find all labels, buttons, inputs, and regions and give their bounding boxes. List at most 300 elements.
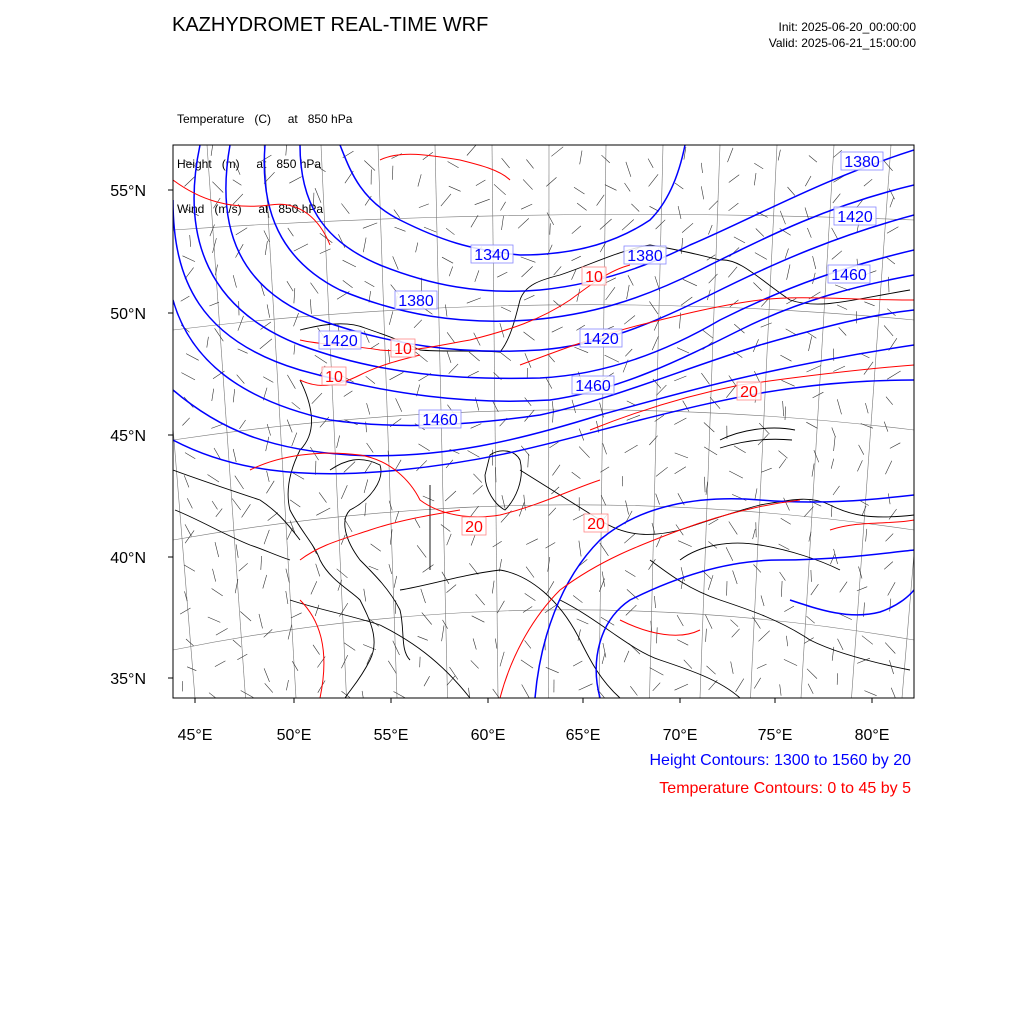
- wind-barb: [265, 683, 273, 692]
- wind-barb: [495, 639, 497, 649]
- wind-barb: [726, 547, 733, 561]
- wind-barb: [475, 397, 478, 410]
- wind-barb: [294, 313, 299, 326]
- wind-barb: [320, 233, 333, 243]
- wind-barb: [808, 684, 813, 694]
- wind-barb: [573, 596, 582, 603]
- wind-barb: [210, 225, 215, 237]
- height-contour-label: [395, 291, 437, 310]
- temperature-contour-label: [391, 339, 415, 358]
- wind-barb: [754, 678, 761, 689]
- wind-barb: [552, 465, 560, 476]
- wind-barb: [864, 362, 873, 375]
- wind-barb: [834, 437, 836, 451]
- wind-barb: [732, 629, 740, 638]
- wind-barb: [707, 666, 716, 674]
- wind-barb: [805, 208, 809, 220]
- wind-barb: [421, 589, 426, 603]
- contour-labels: [319, 152, 883, 536]
- wind-barb: [294, 344, 295, 354]
- lat-label: 45°N: [110, 428, 146, 445]
- wind-barb: [476, 180, 486, 186]
- wind-barb: [315, 605, 319, 616]
- wind-barb: [577, 203, 587, 210]
- meridian-line: [751, 145, 778, 698]
- wind-barb: [395, 460, 401, 471]
- wind-barb: [476, 594, 485, 605]
- wind-barb: [754, 565, 761, 573]
- wind-barb: [294, 244, 308, 251]
- wind-barb: [729, 471, 743, 478]
- wind-barb: [190, 235, 191, 247]
- wind-barb: [186, 639, 194, 646]
- svg-text:1380: 1380: [627, 248, 663, 265]
- wind-barb: [649, 301, 658, 314]
- wind-barb: [388, 661, 396, 674]
- wind-barb: [728, 148, 734, 162]
- lon-label: 65°E: [565, 727, 601, 744]
- wind-barb: [447, 534, 452, 545]
- wind-barb: [319, 492, 326, 502]
- temperature-contour-label: [322, 367, 346, 386]
- wind-barb: [704, 447, 717, 455]
- wind-barb: [572, 226, 581, 234]
- wind-barb: [601, 495, 606, 505]
- wind-barb: [811, 570, 812, 582]
- wind-barb: [475, 199, 490, 205]
- wind-barb: [264, 231, 270, 242]
- wind-barb: [626, 162, 631, 177]
- lon-label: 75°E: [757, 727, 793, 744]
- wind-barb: [885, 643, 895, 654]
- wind-barb: [625, 349, 632, 356]
- wind-barb: [468, 371, 479, 376]
- wind-barb: [267, 424, 270, 436]
- wind-barb: [857, 587, 867, 591]
- wind-barb: [625, 183, 631, 191]
- wind-barb: [500, 652, 504, 667]
- wind-barb: [216, 509, 222, 517]
- wind-barb: [447, 352, 451, 363]
- wind-barb: [449, 267, 453, 277]
- wind-barb: [417, 545, 426, 557]
- wind-barb: [471, 215, 478, 227]
- wind-barb: [424, 676, 430, 686]
- wind-barb: [708, 575, 713, 590]
- wind-barb: [675, 467, 686, 474]
- wind-barb: [497, 272, 507, 277]
- wind-barb: [630, 686, 637, 695]
- wind-barb: [677, 348, 689, 353]
- wind-barb: [265, 241, 267, 255]
- wind-barb: [415, 519, 420, 528]
- wind-barb: [446, 228, 454, 235]
- wind-barb: [337, 569, 348, 578]
- border-china: [830, 505, 914, 517]
- wind-barb: [753, 529, 756, 539]
- svg-text:1460: 1460: [831, 267, 867, 284]
- wind-barb: [259, 614, 263, 629]
- map-content: [150, 144, 948, 706]
- wind-barb: [181, 373, 195, 380]
- wind-barb: [292, 661, 298, 671]
- wind-barb: [472, 616, 485, 622]
- wind-barb: [709, 274, 718, 283]
- lon-label: 80°E: [854, 727, 890, 744]
- wind-barb: [572, 256, 581, 261]
- height-legend: Height Contours: 1300 to 1560 by 20: [649, 752, 911, 769]
- wind-barb: [759, 631, 770, 642]
- wind-barb: [683, 279, 697, 286]
- wind-barb: [890, 443, 900, 449]
- height-contour-label: [419, 410, 461, 429]
- lat-label: 40°N: [110, 550, 146, 567]
- wind-barb: [755, 253, 767, 260]
- wind-barb: [212, 501, 217, 509]
- wind-barb: [186, 209, 199, 216]
- wind-barb: [268, 513, 278, 521]
- wind-barb: [606, 287, 615, 300]
- wind-barb: [215, 661, 226, 667]
- wind-barb: [392, 166, 393, 180]
- wind-barb: [656, 220, 666, 229]
- wind-barb: [233, 640, 241, 647]
- wind-barb: [579, 684, 593, 690]
- wind-barb: [467, 298, 481, 303]
- wind-barb: [238, 349, 248, 353]
- wind-barb: [501, 202, 506, 211]
- wind-barb: [579, 541, 581, 557]
- wind-barb: [341, 204, 349, 214]
- height-contour-label: [471, 245, 513, 264]
- meridian-line: [207, 145, 246, 698]
- wind-barb: [266, 437, 269, 451]
- wind-barb: [573, 514, 585, 521]
- wind-barb: [701, 373, 709, 384]
- wind-barb: [807, 366, 822, 373]
- height-contour-label: [828, 265, 870, 284]
- wind-barb: [833, 194, 841, 203]
- wind-barb: [213, 569, 216, 582]
- wind-barb: [729, 522, 738, 535]
- wind-barb: [286, 680, 288, 690]
- height-contour-label: [841, 152, 883, 171]
- wind-barb: [832, 228, 838, 240]
- wind-barb: [315, 188, 321, 203]
- svg-text:20: 20: [465, 519, 483, 536]
- wind-barb: [704, 423, 714, 433]
- wind-barb: [888, 493, 890, 504]
- wind-barb: [837, 399, 841, 414]
- wind-barb: [467, 145, 476, 156]
- wind-barb: [675, 684, 689, 690]
- wind-barb: [729, 175, 739, 183]
- wind-barb: [315, 355, 327, 363]
- wind-barb: [761, 468, 772, 472]
- wind-barb: [310, 299, 311, 314]
- wind-barb: [807, 669, 817, 679]
- wind-barb: [805, 176, 811, 186]
- wind-barb: [363, 238, 366, 253]
- wind-barb: [625, 570, 635, 576]
- wind-barb: [341, 485, 347, 499]
- svg-text:1380: 1380: [844, 154, 880, 171]
- wind-barb: [649, 174, 659, 186]
- temperature-contours: [173, 154, 914, 698]
- wind-barb: [286, 145, 287, 156]
- wind-barb: [393, 641, 400, 655]
- wind-barb: [242, 504, 251, 517]
- wind-barb: [622, 220, 634, 231]
- wind-barb: [788, 187, 795, 196]
- wind-barb: [216, 628, 228, 635]
- wind-barb: [652, 336, 658, 350]
- wind-barb: [186, 354, 199, 361]
- wind-barb: [414, 320, 422, 328]
- wind-barb: [518, 218, 529, 228]
- wind-barb: [547, 213, 554, 225]
- wind-barb: [443, 620, 448, 629]
- wind-barb: [499, 351, 511, 360]
- valid-time: Valid: 2025-06-21_15:00:00: [768, 36, 916, 50]
- wind-barb: [311, 581, 317, 594]
- wind-barb: [889, 509, 897, 519]
- wind-barb: [471, 535, 475, 546]
- wind-barb: [312, 393, 322, 404]
- height-contour-label: [580, 329, 622, 348]
- wind-barb: [416, 460, 426, 471]
- border-east: [650, 560, 910, 670]
- wind-barb: [264, 668, 269, 682]
- wind-barb: [624, 651, 629, 662]
- wind-barb: [209, 302, 219, 306]
- wind-barb: [648, 159, 653, 168]
- svg-text:1340: 1340: [474, 247, 510, 264]
- wind-barb: [804, 638, 813, 644]
- axis-labels: [110, 183, 889, 744]
- wind-barb: [832, 428, 836, 438]
- border-south: [400, 570, 620, 698]
- wind-barb: [677, 640, 688, 646]
- wind-barb: [833, 486, 840, 495]
- wind-barb: [784, 498, 790, 511]
- wind-barb: [235, 163, 240, 175]
- wind-barb: [885, 461, 891, 474]
- init-time: Init: 2025-06-20_00:00:00: [778, 20, 916, 34]
- wind-barb: [475, 270, 479, 281]
- wind-barbs: [180, 144, 901, 706]
- wind-barb: [182, 418, 189, 426]
- wind-barb: [525, 353, 531, 368]
- wind-barb: [728, 267, 737, 278]
- wind-barb: [473, 485, 483, 494]
- field-wind: Wind (m/s) at 850 hPa: [177, 202, 324, 216]
- lon-label: 50°E: [276, 727, 312, 744]
- wind-barb: [709, 201, 718, 210]
- wind-barb: [473, 639, 476, 650]
- wind-barb: [761, 323, 772, 327]
- wind-barb: [286, 591, 288, 604]
- wind-barb: [781, 581, 782, 597]
- wind-barb: [447, 676, 455, 686]
- wind-barb: [449, 186, 461, 191]
- wind-barb: [729, 203, 739, 211]
- wind-barb: [778, 150, 780, 161]
- wind-barb: [441, 194, 451, 206]
- wind-barb: [238, 316, 244, 331]
- wind-barb: [260, 339, 272, 349]
- wind-barb: [864, 691, 876, 696]
- wind-barb: [865, 403, 868, 413]
- wind-barb: [577, 619, 589, 624]
- wind-barb: [418, 174, 421, 186]
- wind-barb: [524, 295, 534, 300]
- wind-barb: [441, 525, 450, 532]
- wind-barb: [261, 556, 262, 570]
- wind-barb: [678, 206, 681, 219]
- wind-barb: [546, 177, 556, 186]
- wind-barb: [656, 494, 660, 505]
- wind-barb: [239, 563, 248, 571]
- wind-barb: [502, 158, 510, 168]
- lat-label: 35°N: [110, 671, 146, 688]
- wind-barb: [888, 277, 889, 292]
- wind-barb: [677, 615, 683, 626]
- meridian-line: [650, 145, 664, 698]
- wind-barb: [524, 332, 535, 340]
- wind-barb: [780, 572, 786, 581]
- wind-barb: [838, 639, 844, 650]
- wind-barb: [814, 450, 819, 462]
- wind-barb: [787, 265, 790, 280]
- wind-barb: [574, 187, 585, 194]
- meridian-line: [801, 145, 834, 698]
- wind-barb: [423, 565, 434, 573]
- caucasus: [175, 510, 290, 560]
- wind-barb: [781, 518, 791, 524]
- wind-barb: [344, 391, 353, 397]
- wind-barb: [650, 668, 664, 676]
- lat-label: 50°N: [110, 306, 146, 323]
- wind-barb: [184, 565, 195, 571]
- wind-barb: [528, 454, 529, 468]
- wind-barb: [859, 500, 868, 505]
- height-contours: [173, 145, 914, 698]
- wind-barb: [266, 481, 274, 494]
- wind-barb: [388, 349, 390, 362]
- wind-barb: [701, 163, 702, 173]
- wind-barb: [442, 572, 449, 584]
- wind-barb: [416, 243, 418, 253]
- wind-barb: [316, 508, 330, 515]
- wind-barb: [631, 204, 639, 212]
- wind-barb: [753, 283, 761, 291]
- wind-barb: [469, 563, 478, 574]
- wind-barb: [886, 257, 895, 264]
- wind-barb: [624, 316, 635, 325]
- wind-barb: [419, 204, 429, 208]
- wind-barb: [550, 223, 551, 234]
- wind-barb: [365, 281, 375, 287]
- meridian-line: [902, 145, 948, 698]
- wind-barb: [786, 636, 787, 646]
- wind-barb: [344, 462, 355, 473]
- wind-barb: [553, 409, 554, 423]
- wind-barb: [447, 332, 455, 342]
- wind-barb: [181, 296, 190, 301]
- wind-barb: [554, 266, 562, 275]
- wind-barb: [287, 420, 292, 433]
- wind-barb: [396, 398, 402, 411]
- wind-barb: [678, 541, 692, 547]
- meridian-line: [599, 145, 606, 698]
- svg-text:20: 20: [587, 516, 605, 533]
- wind-barb: [812, 464, 814, 477]
- svg-text:1420: 1420: [837, 209, 873, 226]
- wind-barb: [233, 180, 242, 186]
- wind-barb: [364, 161, 375, 171]
- wind-barb: [267, 471, 270, 482]
- lake-balkhash: [720, 428, 795, 448]
- wind-barb: [704, 477, 705, 493]
- wind-barb: [502, 495, 505, 508]
- wind-barb: [756, 229, 764, 237]
- wind-barb: [183, 256, 196, 262]
- wind-barb: [649, 559, 656, 570]
- wind-barb: [366, 376, 375, 383]
- wind-barb: [364, 462, 371, 473]
- wind-barb: [232, 499, 241, 511]
- wind-barb: [864, 179, 872, 186]
- wind-barb: [628, 275, 633, 285]
- wind-barb: [267, 304, 270, 317]
- wind-barb: [784, 606, 794, 612]
- wind-barb: [442, 257, 453, 263]
- wind-barb: [754, 163, 763, 169]
- meridian-line: [264, 145, 296, 698]
- wind-barb: [422, 613, 432, 625]
- wind-barb: [884, 326, 893, 336]
- wind-barb: [890, 599, 891, 612]
- wind-barb: [837, 305, 847, 310]
- wind-barb: [731, 620, 739, 627]
- wind-barb: [313, 645, 320, 655]
- wind-barb: [370, 343, 379, 349]
- wind-barb: [625, 445, 638, 453]
- wind-barb: [233, 275, 236, 287]
- wind-barb: [212, 589, 223, 596]
- height-contour-label: [834, 207, 876, 226]
- wind-barb: [626, 501, 629, 515]
- wind-barb: [288, 228, 294, 236]
- wind-barb: [656, 385, 666, 395]
- wind-barb: [492, 400, 498, 412]
- wind-barb: [292, 433, 297, 447]
- wind-barb: [523, 179, 533, 189]
- wind-barb: [572, 472, 581, 479]
- temperature-contour-label: [582, 267, 606, 286]
- wind-barb: [337, 436, 340, 448]
- wind-barb: [423, 496, 434, 501]
- svg-text:1380: 1380: [398, 293, 434, 310]
- wind-barb: [886, 397, 893, 405]
- wind-barb: [526, 567, 534, 578]
- wind-barb: [731, 662, 734, 674]
- wind-barb: [212, 389, 214, 401]
- wind-barb: [207, 337, 209, 348]
- wind-barb: [580, 151, 582, 165]
- height-contour-label: [624, 246, 666, 265]
